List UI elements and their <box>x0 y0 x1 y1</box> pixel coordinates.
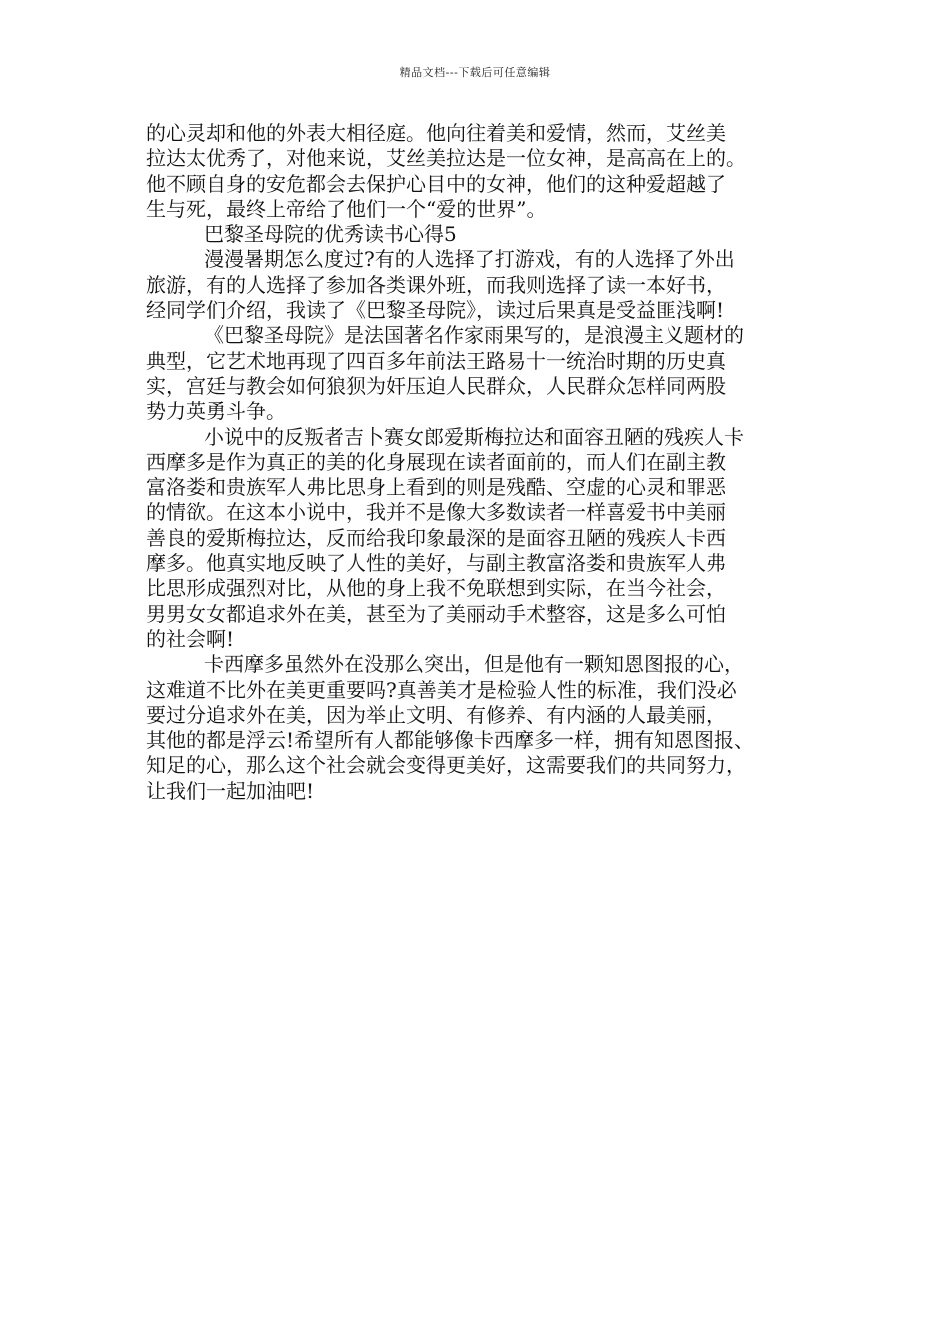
text-line: 西摩多是作为真正的美的化身展现在读者面前的，而人们在副主教 <box>146 449 726 474</box>
text-line: 让我们一起加油吧! <box>146 778 315 803</box>
text-line: 旅游，有的人选择了参加各类课外班，而我则选择了读一本好书， <box>146 272 726 297</box>
page-header: 精品文档---下载后可任意编辑 <box>399 66 551 79</box>
text-line: 生与死，最终上帝给了他们一个“爱的世界”。 <box>146 196 547 221</box>
text-line: 卡西摩多虽然外在没那么突出，但是他有一颗知恩图报的心， <box>204 652 744 677</box>
text-line: 其他的都是浮云!希望所有人都能够像卡西摩多一样，拥有知恩图报、 <box>146 728 755 753</box>
text-line: 摩多。他真实地反映了人性的美好，与副主教富洛娄和贵族军人弗 <box>146 551 726 576</box>
text-line: 势力英勇斗争。 <box>146 399 286 424</box>
text-line: 的心灵却和他的外表大相径庭。他向往着美和爱情，然而，艾丝美 <box>146 121 726 145</box>
text-line: 比思形成强烈对比，从他的身上我不免联想到实际，在当今社会， <box>146 576 726 601</box>
text-line: 小说中的反叛者吉卜赛女郎爱斯梅拉达和面容丑陋的残疾人卡 <box>204 424 744 449</box>
text-line: 富洛娄和贵族军人弗比思身上看到的则是残酷、空虚的心灵和罪恶 <box>146 475 726 500</box>
section-heading: 巴黎圣母院的优秀读书心得5 <box>204 222 457 247</box>
text-line: 《巴黎圣母院》是法国著名作家雨果写的，是浪漫主义题材的 <box>204 323 744 348</box>
text-line: 的社会啊! <box>146 626 235 651</box>
text-line: 善良的爱斯梅拉达，反而给我印象最深的是面容丑陋的残疾人卡西 <box>146 525 726 550</box>
text-line: 男男女女都追求外在美，甚至为了美丽动手术整容，这是多么可怕 <box>146 601 726 626</box>
text-line: 拉达太优秀了，对他来说，艾丝美拉达是一位女神，是高高在上的。 <box>146 146 746 171</box>
text-line: 要过分追求外在美，因为举止文明、有修养、有内涵的人最美丽， <box>146 702 726 727</box>
text-line: 的情欲。在这本小说中，我并不是像大多数读者一样喜爱书中美丽 <box>146 500 726 525</box>
text-line: 经同学们介绍，我读了《巴黎圣母院》，读过后果真是受益匪浅啊! <box>146 298 725 323</box>
text-line: 他不顾自身的安危都会去保护心目中的女神，他们的这种爱超越了 <box>146 171 726 196</box>
text-line: 知足的心，那么这个社会就会变得更美好，这需要我们的共同努力， <box>146 753 746 778</box>
text-line: 漫漫暑期怎么度过?有的人选择了打游戏，有的人选择了外出 <box>204 247 735 272</box>
article-body <box>146 121 816 804</box>
text-line: 典型，它艺术地再现了四百多年前法王路易十一统治时期的历史真 <box>146 348 726 373</box>
text-line: 这难道不比外在美更重要吗?真善美才是检验人性的标准，我们没必 <box>146 677 737 702</box>
text-line: 实，宫廷与教会如何狼狈为奸压迫人民群众，人民群众怎样同两股 <box>146 373 726 398</box>
